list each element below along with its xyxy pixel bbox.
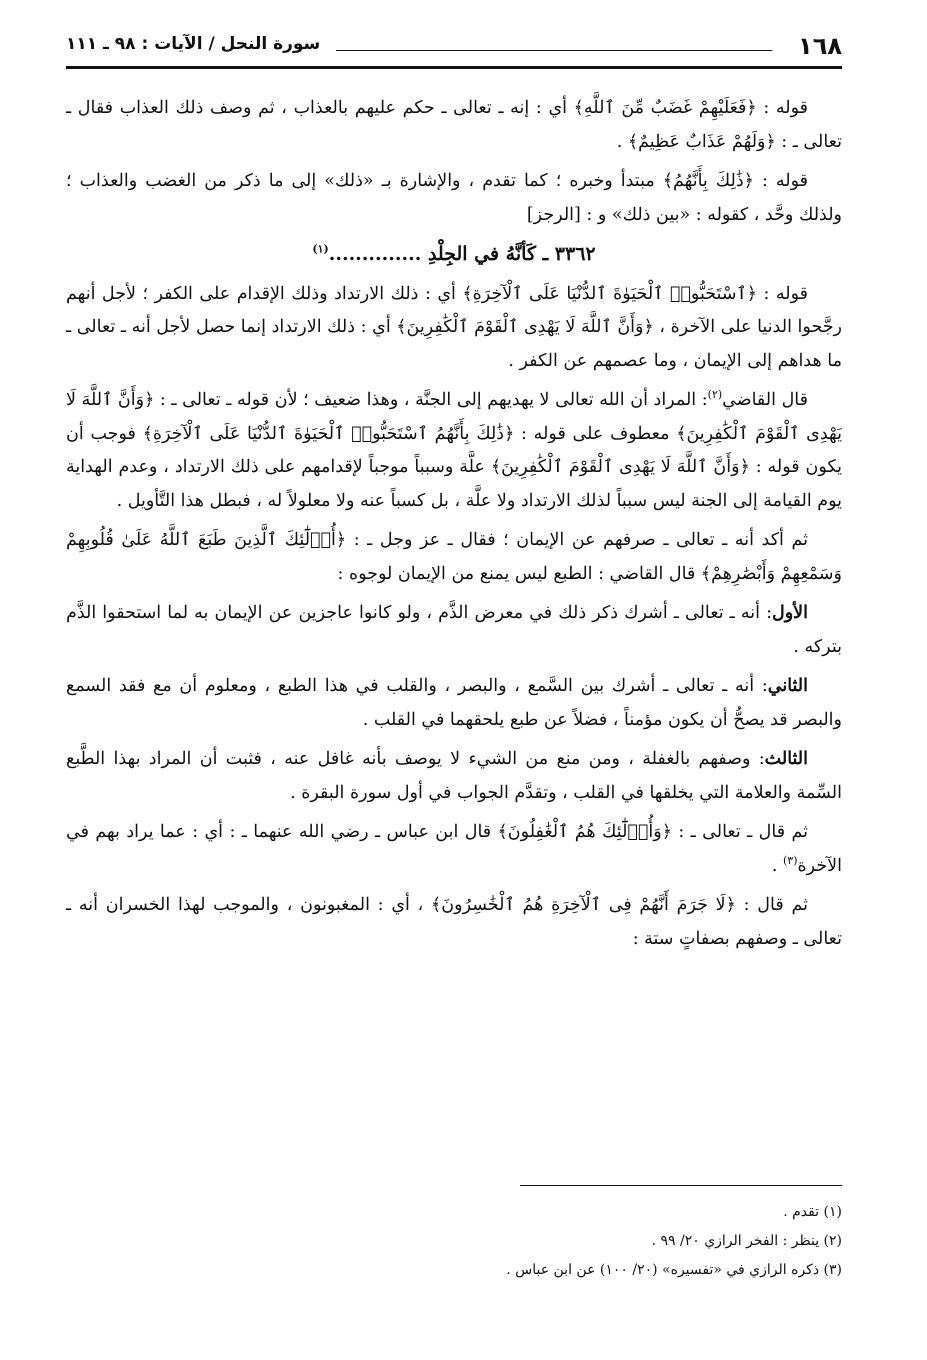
paragraph-4 [66, 384, 842, 518]
paragraph-4-rest: : المراد أن الله تعالى لا يهديهم إلى الجنَّة ، وهذا ضعيف ؛ لأن قوله ـ تعالى ـ : ﴿وَأَنَّ ٱللَّهَ لَا يَهْدِى ٱلْقَوْمَ ٱلْكَٰفِرِينَ﴾ معطوف على قوله : ﴿ذَٰلِكَ بِأَنَّهُمُ ٱسْتَحَبُّوا۟ ٱلْحَيَوٰةَ ٱلدُّنْيَا عَلَى ٱلْآخِرَةِ﴾ فوجب أن يكون قوله : ﴿وَأَنَّ ٱللَّهَ لَا يَهْدِى ٱلْقَوْمَ ٱلْكَٰفِرِينَ﴾ علَّة وسبباً موجباً لإقدامهم على ذلك الارتداد ، وعدم الهداية يوم القيامة إلى الجنة ليس سبباً لذلك الارتداد ولا علَّة ، بل كسباً عنه ولا معلولاً له ، فبطل هذا التَّأويل . [66, 390, 842, 511]
paragraph-2: قوله : ﴿ذَٰلِكَ بِأَنَّهُمُ﴾ مبتدأ وخبره ؛ كما تقدم ، والإشارة بـ «ذلك» إلى ما ذكر من الغضب والعذاب ؛ ولذلك وحَّد ، كقوله : «بين ذلك» و : [الرجز] [66, 171, 842, 225]
paragraph-9-end: . [771, 855, 783, 876]
header-divider [66, 66, 842, 69]
paragraph-7 [66, 670, 842, 737]
paragraph-1: قوله : ﴿فَعَلَيْهِمْ غَضَبٌ مِّنَ ٱللَّهِ﴾ أي : إنه ـ تعالى ـ حكم عليهم بالعذاب ، ثم وصف ذلك العذاب فقال ـ تعالى ـ : ﴿وَلَهُمْ عَذَابٌ عَظِيمٌ﴾ . [66, 98, 842, 152]
point-second-label: الثاني [767, 676, 808, 696]
paragraph-5: ثم أكد أنه ـ تعالى ـ صرفهم عن الإيمان ؛ فقال ـ عز وجل ـ : ﴿أُو۟لَٰٓئِكَ ٱلَّذِينَ طَبَعَ ٱللَّهُ عَلَىٰ قُلُوبِهِمْ وَسَمْعِهِمْ وَأَبْصَٰرِهِمْ﴾ قال القاضي : الطبع ليس يمنع من الإيمان لوجوه : [66, 530, 842, 584]
verse-heading-text: ٣٣٦٢ ـ كَأنَّهُ في الجِلْدِ .............. [328, 243, 596, 265]
page-body [66, 92, 842, 962]
point-third-text: : وصفهم بالغفلة ، ومن منع من الشيء لا يوصف بأنه غافل عنه ، فثبت أن المراد بهذا الطَّبع السِّمة والعلامة التي يخلقها في القلب ، وتقدَّم الجواب في أول سورة البقرة . [66, 749, 842, 803]
running-title: سورة النحل / الآيات : ٩٨ ـ ١١١ [66, 34, 321, 54]
paragraph-10: ثم قال : ﴿لَا جَرَمَ أَنَّهُمْ فِى ٱلْآخِرَةِ هُمُ ٱلْخَٰسِرُونَ﴾ ، أي : المغبونون ، والموجب لهذا الخسران أنه ـ تعالى ـ وصفهم بصفاتٍ ستة : [66, 895, 842, 949]
point-third-label: الثالث [764, 749, 808, 769]
footnote-ref-2[interactable]: (٢) [707, 388, 723, 402]
point-second-text: : أنه ـ تعالى ـ أشرك بين السَّمع ، والبصر ، والقلب في هذا الطبع ، ومعلوم أن مع فقد السمع والبصر قد يصحُّ أن يكون مؤمناً ، فضلاً عن طبع يلحقهما في القلب . [66, 676, 842, 730]
paragraph-6 [66, 597, 842, 664]
header-inline-rule [336, 50, 772, 51]
paragraph-9 [66, 816, 842, 883]
verse-heading [66, 238, 842, 272]
footnotes [66, 1198, 842, 1285]
page-header [66, 30, 842, 64]
paragraph-4-start: قال القاضي [722, 390, 808, 410]
footnote-ref-1[interactable]: (١) [312, 242, 329, 256]
footnote-divider [520, 1185, 842, 1186]
paragraph-8 [66, 743, 842, 810]
paragraph-9-start: ثم قال ـ تعالى ـ : ﴿وَأُو۟لَٰٓئِكَ هُمُ ٱلْغَٰفِلُونَ﴾ قال ابن عباس ـ رضي الله عنهما ـ : أي : عما يراد بهم في الآخرة [66, 822, 842, 876]
footnote-2: (٢) ينظر : الفخر الرازي ٢٠/ ٩٩ . [651, 1233, 842, 1249]
point-first-text: : أنه ـ تعالى ـ أشرك ذكر ذلك في معرض الذَّم ، ولو كانوا عاجزين عن الإيمان به لما استحقوا الذَّم بتركه . [66, 603, 842, 657]
footnote-3: (٣) ذكره الرازي في «تفسيره» (٢٠/ ١٠٠) عن ابن عباس . [506, 1262, 842, 1278]
point-first-label: الأول [771, 603, 808, 623]
paragraph-3: قوله : ﴿ٱسْتَحَبُّوا۟ ٱلْحَيَوٰةَ ٱلدُّنْيَا عَلَى ٱلْآخِرَةِ﴾ أي : ذلك الارتداد وذلك الإقدام على الكفر ؛ لأجل أنهم رجَّحوا الدنيا على الآخرة ، ﴿وَأَنَّ ٱللَّهَ لَا يَهْدِى ٱلْقَوْمَ ٱلْكَٰفِرِينَ﴾ أي : ذلك الارتداد إنما حصل لأجل أنه ـ تعالى ـ ما هداهم إلى الإيمان ، وما عصمهم عن الكفر . [66, 283, 842, 371]
page-number: ١٦٨ [798, 32, 842, 60]
footnote-1: (١) تقدم . [783, 1204, 842, 1220]
footnote-ref-3[interactable]: (٣) [782, 853, 798, 867]
